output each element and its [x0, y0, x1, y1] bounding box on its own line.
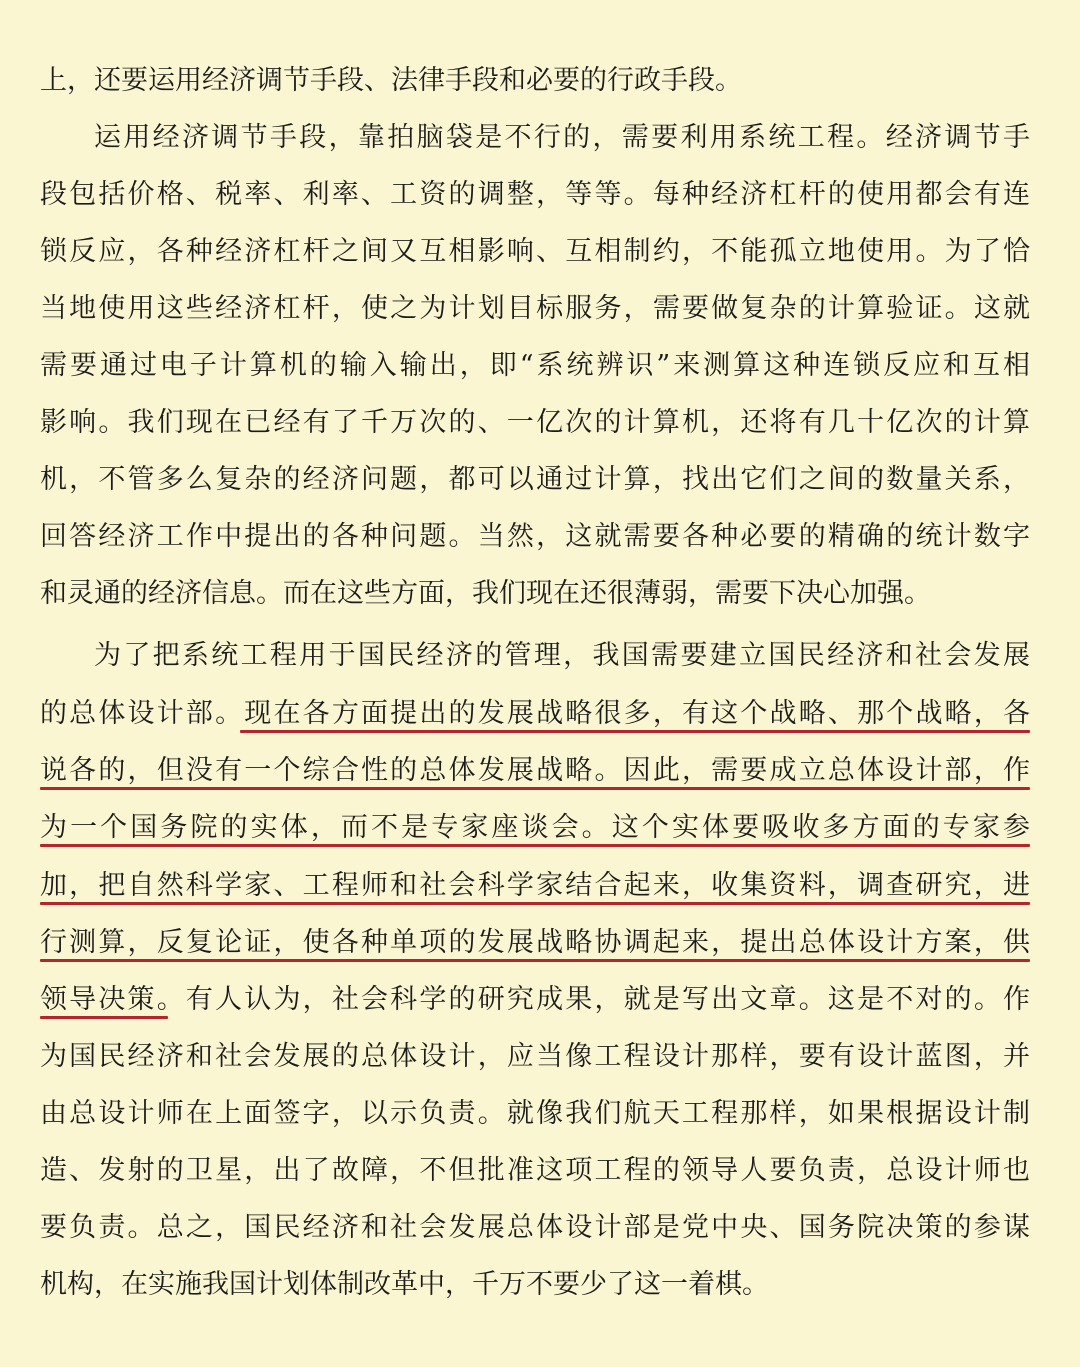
red-underline	[240, 730, 1030, 733]
red-underline	[40, 787, 1030, 790]
paragraph-first-line: 为了把系统工程用于国民经济的管理，我国需要建立国民经济和社会发展	[94, 640, 1030, 671]
red-underline	[40, 844, 1030, 847]
text-line: 上，还要运用经济调节手段、法律手段和必要的行政手段。	[40, 65, 742, 96]
text-line: 机构，在实施我国计划体制改革中，千万不要少了这一着棋。	[40, 1269, 769, 1300]
paragraph-first-line: 运用经济调节手段，靠拍脑袋是不行的，需要利用系统工程。经济调节手	[94, 122, 1030, 153]
text-line: 锁反应，各种经济杠杆之间又互相影响、互相制约，不能孤立地使用。为了恰	[40, 236, 1030, 267]
text-line: 需要通过电子计算机的输入输出，即“系统辨识”来测算这种连锁反应和互相	[40, 350, 1030, 381]
red-underline	[40, 1016, 168, 1019]
text-line: 段包括价格、税率、利率、工资的调整，等等。每种经济杠杆的使用都会有连	[40, 179, 1030, 210]
text-line: 回答经济工作中提出的各种问题。当然，这就需要各种必要的精确的统计数字	[40, 521, 1030, 552]
text-line: 造、发射的卫星，出了故障，不但批准这项工程的领导人要负责，总设计师也	[40, 1155, 1030, 1186]
text-line: 为国民经济和社会发展的总体设计，应当像工程设计那样，要有设计蓝图，并	[40, 1041, 1030, 1072]
text-line: 由总设计师在上面签字，以示负责。就像我们航天工程那样，如果根据设计制	[40, 1098, 1030, 1129]
text-line: 的总体设计部。现在各方面提出的发展战略很多，有这个战略、那个战略，各	[40, 698, 1030, 729]
text-line: 要负责。总之，国民经济和社会发展总体设计部是党中央、国务院决策的参谋	[40, 1212, 1030, 1243]
text-line: 加，把自然科学家、工程师和社会科学家结合起来，收集资料，调查研究，进	[40, 870, 1030, 901]
text-line: 行测算，反复论证，使各种单项的发展战略协调起来，提出总体设计方案，供	[40, 927, 1030, 958]
red-underline	[40, 902, 1030, 905]
text-line: 当地使用这些经济杠杆，使之为计划目标服务，需要做复杂的计算验证。这就	[40, 293, 1030, 324]
text-line: 和灵通的经济信息。而在这些方面，我们现在还很薄弱，需要下决心加强。	[40, 578, 931, 609]
red-underline	[40, 959, 1030, 962]
text-line: 为一个国务院的实体，而不是专家座谈会。这个实体要吸收多方面的专家参	[40, 812, 1030, 843]
text-line: 说各的，但没有一个综合性的总体发展战略。因此，需要成立总体设计部，作	[40, 755, 1030, 786]
text-line: 影响。我们现在已经有了千万次的、一亿次的计算机，还将有几十亿次的计算	[40, 407, 1030, 438]
text-line: 机，不管多么复杂的经济问题，都可以通过计算，找出它们之间的数量关系，	[40, 464, 1030, 495]
text-line: 领导决策。有人认为，社会科学的研究成果，就是写出文章。这是不对的。作	[40, 984, 1030, 1015]
